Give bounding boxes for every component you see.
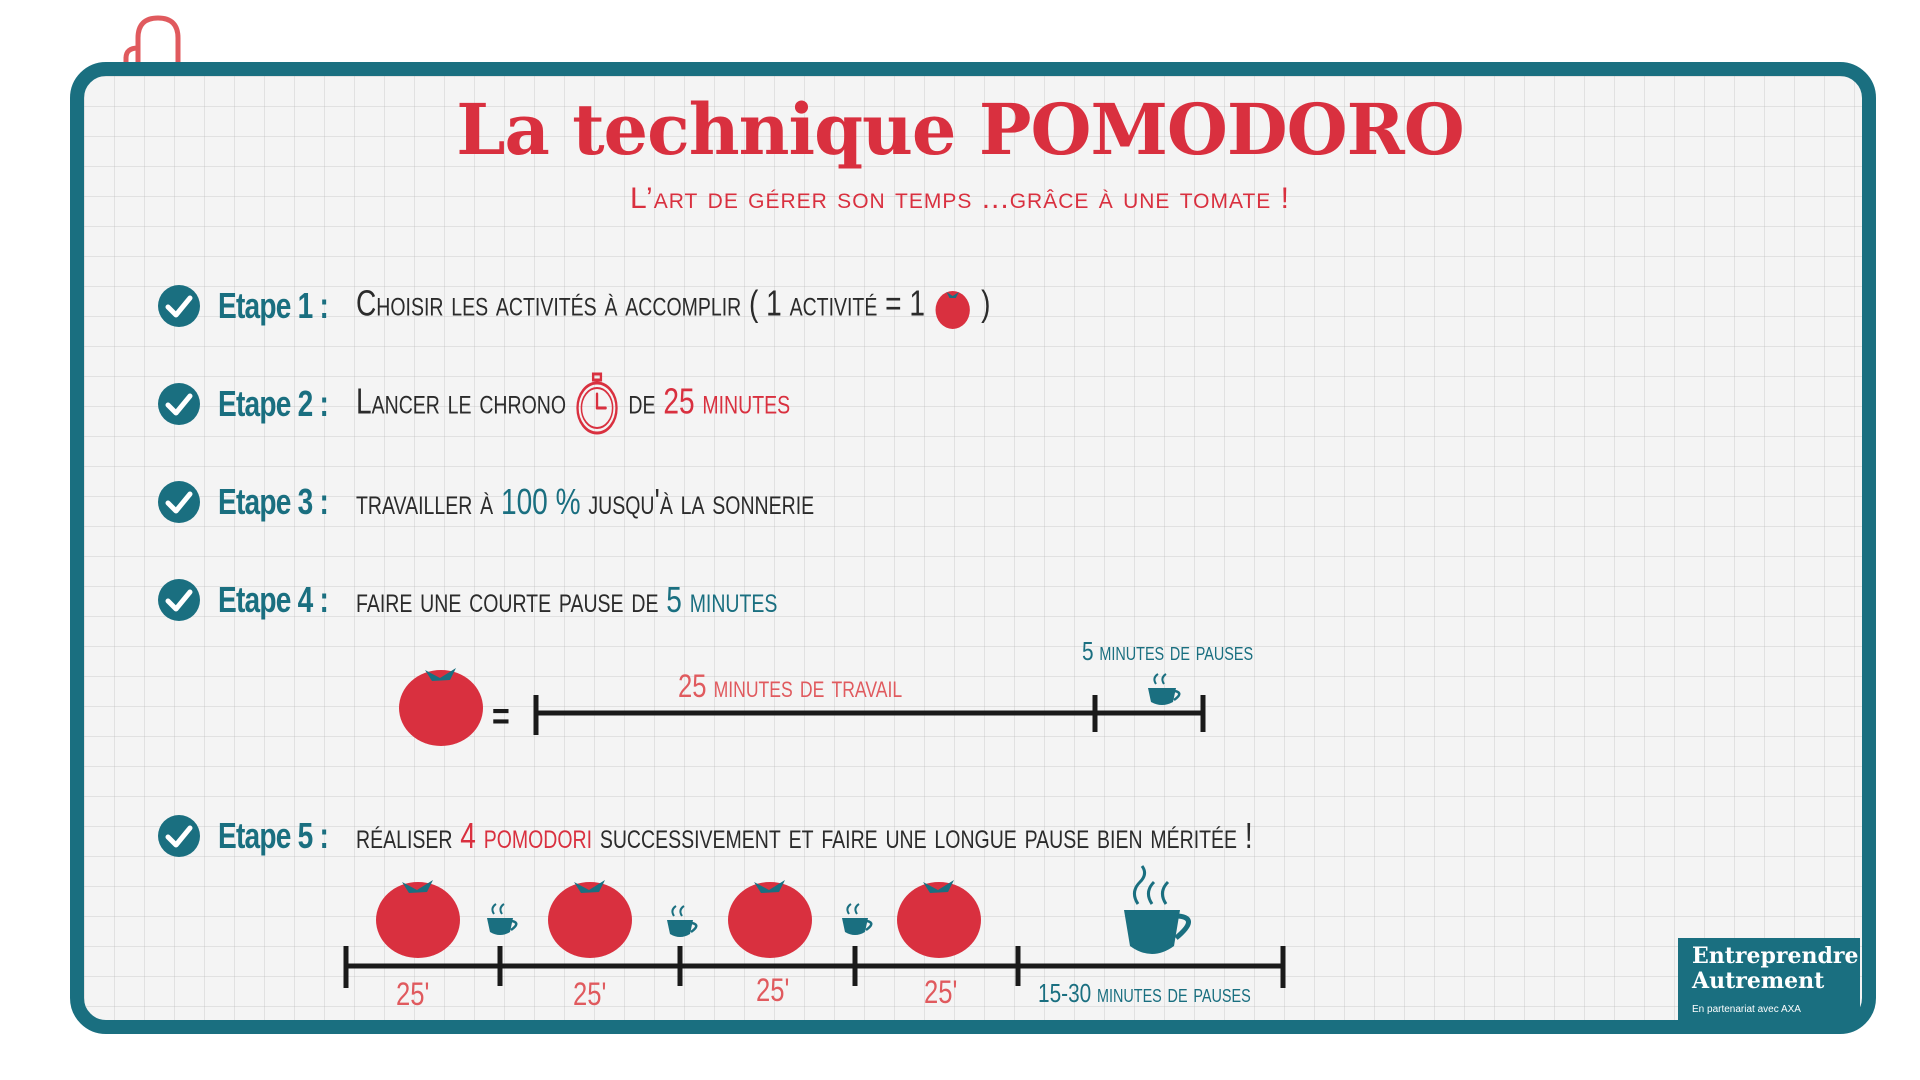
step-label: Etape 2 : — [218, 383, 329, 424]
step-5 — [156, 806, 1506, 866]
stopwatch-icon — [574, 370, 621, 438]
step-highlight: 100 % — [500, 481, 581, 522]
step-4 — [156, 570, 896, 630]
page-subtitle: L’art de gérer son temps ...grâce à une tomate ! — [630, 182, 1290, 215]
step-label: Etape 1 : — [218, 285, 329, 326]
check-icon — [156, 381, 202, 427]
step-label: Etape 5 : — [218, 815, 329, 856]
step-text — [356, 579, 777, 621]
check-icon — [156, 479, 202, 525]
logo-line-1: Entreprendre — [1692, 943, 1859, 969]
long-pause-label: 15-30 minutes de pauses — [1038, 978, 1251, 1008]
segment-label: 25' — [756, 972, 790, 1008]
segment-label: 25' — [396, 976, 430, 1012]
equals-sign: = — [492, 696, 510, 738]
step-text-after: successivement et faire une longue pause bien méritée ! — [599, 815, 1253, 856]
short-pause-label: 5 minutes de pauses — [1082, 636, 1254, 666]
tomato-icon — [933, 282, 974, 330]
work-label: 25 minutes de travail — [678, 668, 903, 704]
step-label: Etape 4 : — [218, 579, 329, 620]
step-text-after: ) — [981, 282, 991, 324]
logo-line-2: Autrement — [1692, 968, 1825, 994]
step-text-mid: de — [628, 380, 656, 422]
step-text — [356, 370, 790, 438]
logo-subtitle: En partenariat avec AXA — [1692, 1004, 1801, 1015]
segment-label: 25' — [924, 974, 958, 1010]
brand-logo — [1678, 938, 1860, 1028]
step-text — [356, 282, 991, 330]
step-text-before: travailler à — [356, 481, 494, 522]
check-icon — [156, 577, 202, 623]
step-text — [356, 815, 1253, 857]
step-text-before: Choisir les activités à accomplir ( 1 activité = 1 — [356, 282, 925, 324]
step-2 — [156, 374, 913, 434]
page-title: La technique POMODORO — [456, 88, 1464, 171]
step-3 — [156, 472, 943, 532]
step-text-before: faire une courte pause de — [356, 579, 659, 620]
segment-label: 25' — [573, 976, 607, 1012]
step-text-before: réaliser — [356, 815, 453, 856]
step-highlight: 5 minutes — [666, 579, 778, 620]
step-text — [356, 481, 814, 523]
step-label: Etape 3 : — [218, 481, 329, 522]
check-icon — [156, 283, 202, 329]
step-highlight: 4 pomodori — [460, 815, 593, 856]
check-icon — [156, 813, 202, 859]
step-text-after: jusqu'à la sonnerie — [588, 481, 815, 522]
step-text-before: Lancer le chrono — [356, 380, 567, 422]
step-1 — [156, 276, 1169, 336]
step-highlight: 25 minutes — [663, 380, 791, 422]
